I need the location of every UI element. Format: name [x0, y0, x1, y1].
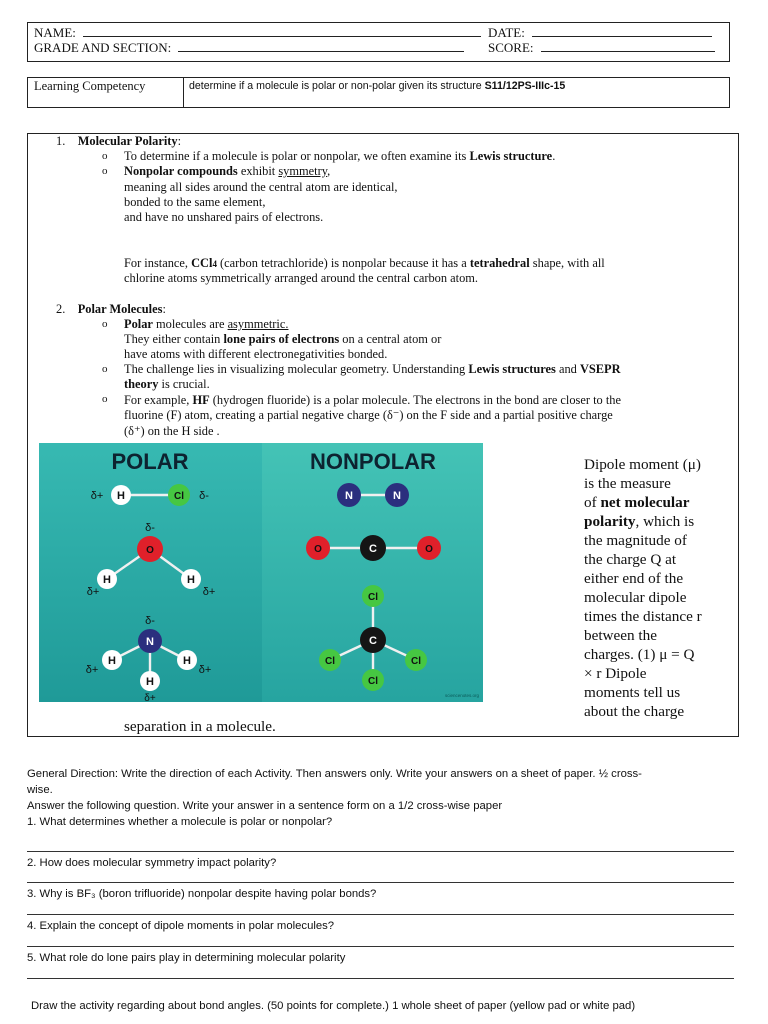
- partial-charge-label: δ-: [199, 490, 209, 502]
- dipole-moment-tail: separation in a molecule.: [124, 718, 276, 735]
- atom-label: H: [117, 490, 125, 502]
- nonpolar-title: NONPOLAR: [310, 449, 436, 474]
- s2-line-3: have atoms with different electronegativities bonded.: [124, 347, 388, 361]
- partial-charge-label: δ-: [145, 615, 155, 627]
- atom-label: N: [146, 636, 154, 648]
- learning-competency-box: [27, 77, 730, 108]
- ccl4-example-line-2: chlorine atoms symmetrically arranged around the central carbon atom.: [124, 271, 479, 285]
- bullet-icon: o: [102, 318, 108, 330]
- atom-label: H: [103, 574, 111, 586]
- atom-label: C: [369, 543, 377, 555]
- s1-bullet-2: Nonpolar compounds exhibit symmetry,: [124, 164, 331, 178]
- name-field[interactable]: [83, 25, 481, 37]
- s2-bullet-3-line-2: fluorine (F) atom, creating a partial negative charge (δ⁻) on the F side and a partial positive charge: [124, 408, 613, 422]
- question-5: 5. What role do lone pairs play in determining molecular polarity: [27, 952, 346, 964]
- s2-bullet-1: Polar molecules are asymmetric.: [124, 317, 289, 331]
- section-2-heading: 2. Polar Molecules:: [56, 302, 166, 316]
- atom-label: O: [314, 544, 322, 555]
- bullet-icon: o: [102, 150, 108, 162]
- atom-label: N: [345, 490, 353, 502]
- ccl4-example: For instance, CCl4 (carbon tetrachloride) is nonpolar because it has a tetrahedral shape, with all: [124, 256, 605, 270]
- partial-charge-label: δ+: [202, 586, 216, 598]
- bullet-icon: o: [102, 393, 108, 405]
- s2-line-2: They either contain lone pairs of electrons on a central atom or: [124, 332, 442, 346]
- answer-line-5[interactable]: [27, 978, 734, 979]
- s2-bullet-2-line-2: theory is crucial.: [124, 377, 210, 391]
- atom-label: C: [369, 635, 377, 647]
- s2-bullet-3-line-3: (δ⁺) on the H side .: [124, 424, 220, 438]
- dipole-moment-paragraph: Dipole moment (μ) is the measure of net molecular polarity, which is the magnitude of the charge Q at either end of the molecular dipole times the distance r between the charges. (1) μ = Q × r Dipole moments tell us about the charge: [584, 456, 702, 720]
- bullet-icon: o: [102, 165, 108, 177]
- answer-line-2[interactable]: [27, 882, 734, 883]
- question-4: 4. Explain the concept of dipole moments in polar molecules?: [27, 920, 335, 932]
- general-direction: General Direction: Write the direction of each Activity. Then answers only. Write your answers on a sheet of paper. ½ cross-: [27, 768, 642, 780]
- grade-section-field[interactable]: [178, 40, 464, 52]
- grade-section-label: GRADE AND SECTION:: [34, 40, 172, 55]
- s2-bullet-3: For example, HF (hydrogen fluoride) is a polar molecule. The electrons in the bond are closer to the: [124, 393, 621, 407]
- question-1: 1. What determines whether a molecule is polar or nonpolar?: [27, 816, 333, 828]
- partial-charge-label: δ+: [90, 490, 104, 502]
- s1-line-2: meaning all sides around the central atom are identical,: [124, 180, 398, 194]
- bond-angles-activity: Draw the activity regarding about bond angles. (50 points for complete.) 1 whole sheet of paper (yellow pad or white pad): [31, 1000, 636, 1012]
- atom-label: H: [183, 655, 191, 667]
- name-label: NAME:: [34, 25, 76, 40]
- question-2: 2. How does molecular symmetry impact polarity?: [27, 857, 277, 869]
- section-1-title: Molecular Polarity: [77, 134, 178, 148]
- s1-bullet-1: To determine if a molecule is polar or nonpolar, we often examine its Lewis structure.: [124, 149, 556, 163]
- atom-label: H: [108, 655, 116, 667]
- learning-competency-text: determine if a molecule is polar or non-polar given its structure S11/12PS-IIIc-15: [189, 80, 566, 92]
- atom-label: Cl: [411, 656, 421, 667]
- score-label: SCORE:: [488, 40, 534, 55]
- s1-line-4: and have no unshared pairs of electrons.: [124, 210, 324, 224]
- atom-label: N: [393, 490, 401, 502]
- partial-charge-label: δ+: [198, 664, 212, 676]
- learning-competency-label: Learning Competency: [34, 79, 146, 93]
- score-field[interactable]: [541, 40, 715, 52]
- partial-charge-label: δ-: [145, 522, 155, 534]
- competency-code: S11/12PS-IIIc-15: [484, 80, 566, 92]
- polar-title: POLAR: [111, 449, 189, 474]
- s2-bullet-2: The challenge lies in visualizing molecular geometry. Understanding Lewis structures and VSEPR: [124, 362, 621, 376]
- atom-label: Cl: [368, 592, 378, 603]
- partial-charge-label: δ+: [144, 693, 156, 702]
- atom-label: H: [187, 574, 195, 586]
- question-3: 3. Why is BF₃ (boron trifluoride) nonpolar despite having polar bonds?: [27, 888, 377, 900]
- partial-charge-label: δ+: [86, 586, 100, 598]
- section-1-heading: 1. Molecular Polarity:: [56, 134, 182, 148]
- atom-label: Cl: [368, 676, 378, 687]
- polar-nonpolar-figure: [39, 443, 483, 702]
- date-label: DATE:: [488, 25, 525, 40]
- atom-label: Cl: [325, 656, 335, 667]
- answer-line-3[interactable]: [27, 914, 734, 915]
- answer-line-4[interactable]: [27, 946, 734, 947]
- atom-label: O: [146, 545, 154, 556]
- section-2-title: Polar Molecules: [77, 302, 163, 316]
- atom-label: O: [425, 544, 433, 555]
- atom-label: H: [146, 676, 154, 688]
- instruction: Answer the following question. Write your answer in a sentence form on a 1/2 cross-wise paper: [27, 800, 503, 812]
- answer-line-1[interactable]: [27, 851, 734, 852]
- source-watermark: sciencenotes.org: [444, 693, 479, 698]
- bullet-icon: o: [102, 363, 108, 375]
- partial-charge-label: δ+: [85, 664, 99, 676]
- general-direction-cont: wise.: [27, 784, 53, 796]
- date-field[interactable]: [532, 25, 712, 37]
- atom-label: Cl: [174, 491, 184, 502]
- s1-line-3: bonded to the same element,: [124, 195, 266, 209]
- student-info-header: [27, 22, 730, 62]
